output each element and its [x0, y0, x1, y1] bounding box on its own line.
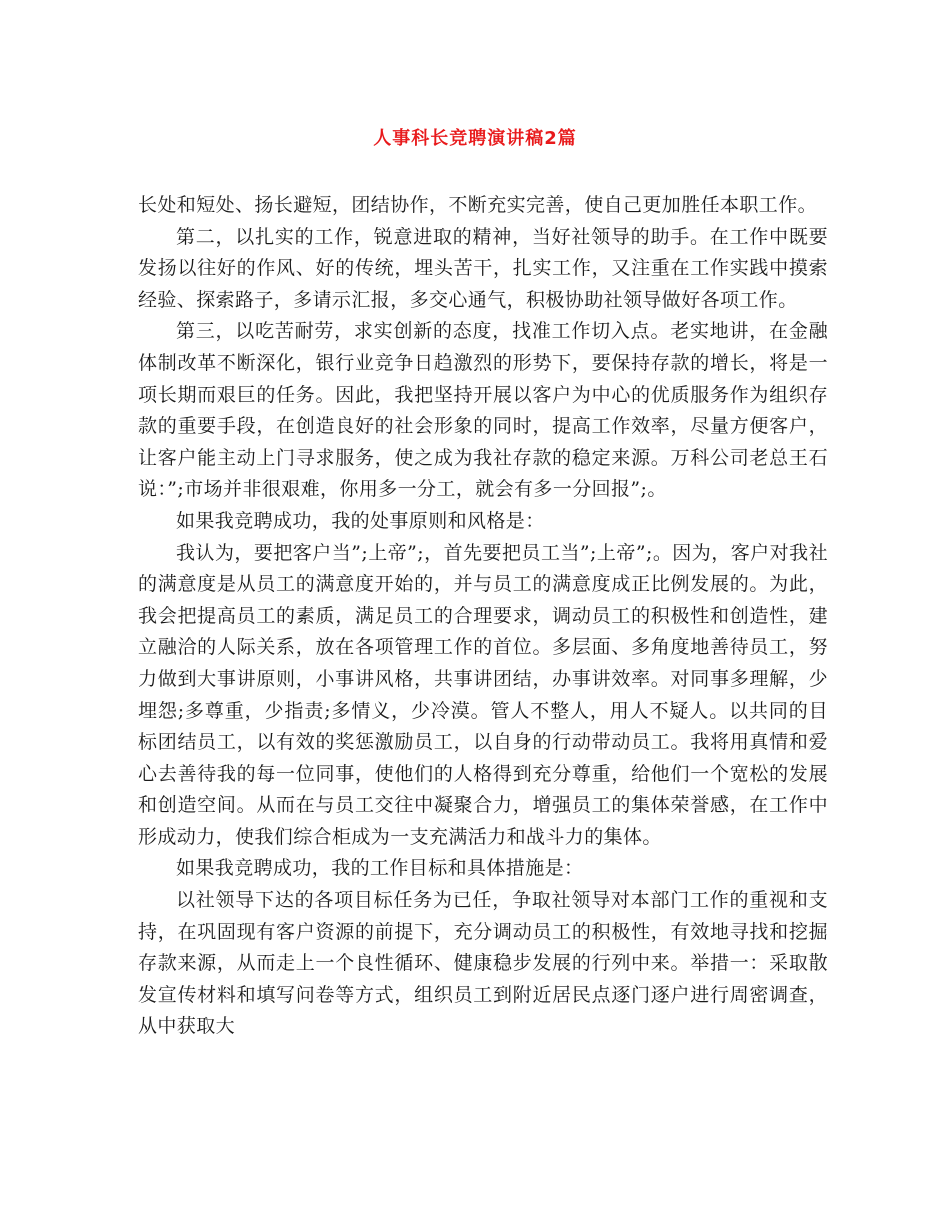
- document-title: 人事科长竞聘演讲稿2篇: [373, 128, 577, 149]
- paragraph: 如果我竞聘成功，我的工作目标和具体措施是：: [176, 857, 584, 880]
- document-body: [138, 190, 828, 1043]
- paragraph: 以社领导下达的各项目标任务为已任，争取社领导对本部门工作的重视和支持，在巩固现有客户资源的前提下，充分调动员工的积极性，有效地寻找和挖掘存款来源，从而走上一个良性循环、健康稳步发展的行列中来。举措一：采取散发宣传材料和填写问卷等方式，组织员工到附近居民点逐门逐户进行周密调查，从中获取大: [138, 889, 828, 1038]
- paragraph: 第三，以吃苦耐劳，求实创新的态度，找准工作切入点。老实地讲，在金融体制改革不断深化，银行业竞争日趋激烈的形势下，要保持存款的增长，将是一项长期而艰巨的任务。因此，我把坚持开展以客户为中心的优质服务作为组织存款的重要手段，在创造良好的社会形象的同时，提高工作效率，尽量方便客户，让客户能主动上门寻求服务，使之成为我社存款的稳定来源。万科公司老总王石说：”;市场并非很艰难，你用多一分工，就会有多一分回报”;。: [138, 320, 828, 501]
- paragraph: 我认为，要把客户当”;上帝”;，首先要把员工当”;上帝”;。因为，客户对我社的满意度是从员工的满意度开始的，并与员工的满意度成正比例发展的。为此，我会把提高员工的素质，满足员工的合理要求，调动员工的积极性和创造性，建立融洽的人际关系，放在各项管理工作的首位。多层面、多角度地善待员工，努力做到大事讲原则，小事讲风格，共事讲团结，办事讲效率。对同事多理解，少埋怨;多尊重，少指责;多情义，少冷漠。管人不整人，用人不疑人。以共同的目标团结员工，以有效的奖惩激励员工，以自身的行动带动员工。我将用真情和爱心去善待我的每一位同事，使他们的人格得到充分尊重，给他们一个宽松的发展和创造空间。从而在与员工交往中凝聚合力，增强员工的集体荣誉感，在工作中形成动力，使我们综合柜成为一支充满活力和战斗力的集体。: [138, 541, 828, 848]
- paragraph: 长处和短处、扬长避短，团结协作，不断充实完善，使自己更加胜任本职工作。: [138, 194, 818, 216]
- paragraph: 如果我竞聘成功，我的处事原则和风格是：: [176, 509, 545, 532]
- paragraph: 第二，以扎实的工作，锐意进取的精神，当好社领导的助手。在工作中既要发扬以往好的作风、好的传统，埋头苦干，扎实工作，又注重在工作实践中摸索经验、探索路子，多请示汇报，多交心通气，积极协助社领导做好各项工作。: [138, 225, 828, 311]
